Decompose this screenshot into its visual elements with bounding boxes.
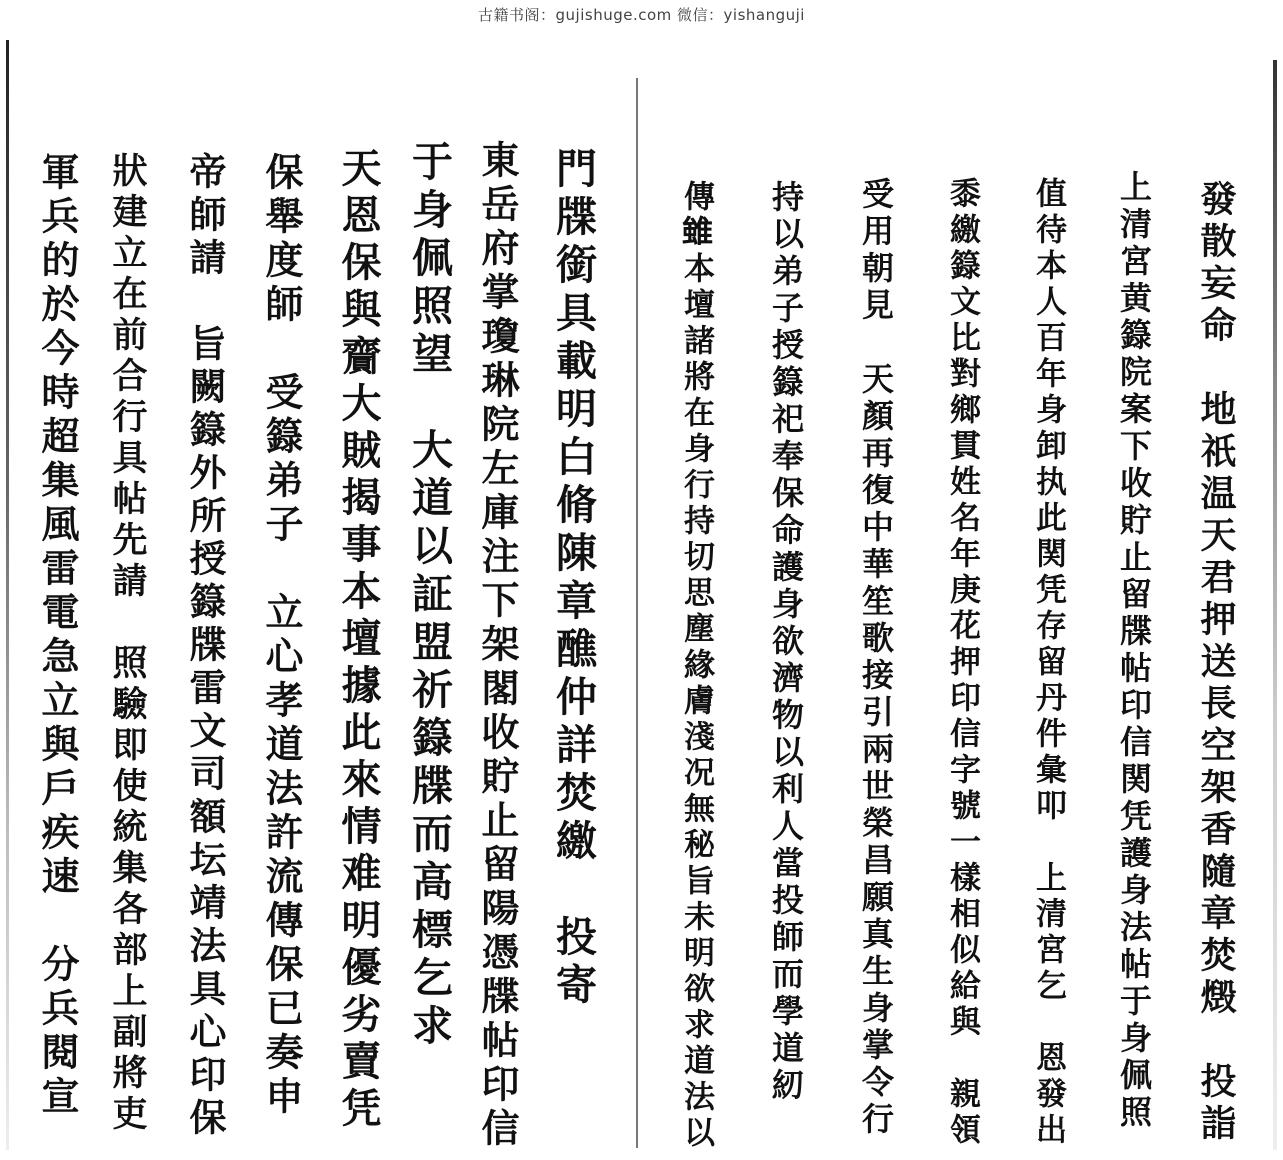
text-column: 天恩保與齎大賊揭事本壇據此來情难明優劣賣凭: [335, 147, 382, 1134]
text-column: 狀建立在前合行具帖先請 照驗即使統集各部上副將吏: [107, 152, 148, 1136]
watermark-text: 古籍书阁：gujishuge.com 微信：yishanguji: [478, 6, 805, 24]
manuscript-spread: [0, 52, 1283, 1160]
text-column: 持以弟子授籙祀奉保命護身欲濟物以利人當投師而學道紉: [767, 180, 805, 1105]
text-column: 值待本人百年身卸执此関凭存留丹件𢑥叩 上清宮乞 恩發出: [1030, 177, 1066, 1149]
text-column: 門牒銜具載明白脩陳章醮仲詳焚繳 投寄: [549, 147, 597, 1011]
text-column: 帝師請 旨闕籙外所授籙牒雷文司額坛靖法具心印保: [183, 152, 227, 1141]
text-column: 黍繳籙文比對鄉貫姓名年庚花押印信字號一樣相似給與 親領: [944, 177, 980, 1149]
text-column: 軍兵的於今時超集風雷電急立與戶疾速 分兵閱宣: [35, 152, 80, 1120]
text-column: 保舉度師 受籙弟子 立心孝道法許流傳保已奏申: [259, 152, 304, 1120]
text-column: 東岳府掌瓊琳院左庫注下架閣收貯止留陽憑牒帖印信: [475, 140, 520, 1152]
text-column: 發散妄命 地祇温天君押送長空架香隨章焚燬 投詣: [1195, 180, 1237, 1146]
text-column: 上清宮黄籙院案下收貯止留牒帖印信関凭護身法帖于身佩照: [1115, 170, 1153, 1132]
text-column: 傳𨿽本壇諸將在身行持切思塵緣膚淺况無秘旨未明欲求道法以: [678, 180, 714, 1152]
text-column: 于身佩照望 大道以証盟祈籙牒而高標乞求: [405, 140, 453, 1052]
text-column: 受用朝見 天顏再復中華笙歌接引兩世榮昌願真生身掌令行: [857, 177, 895, 1139]
